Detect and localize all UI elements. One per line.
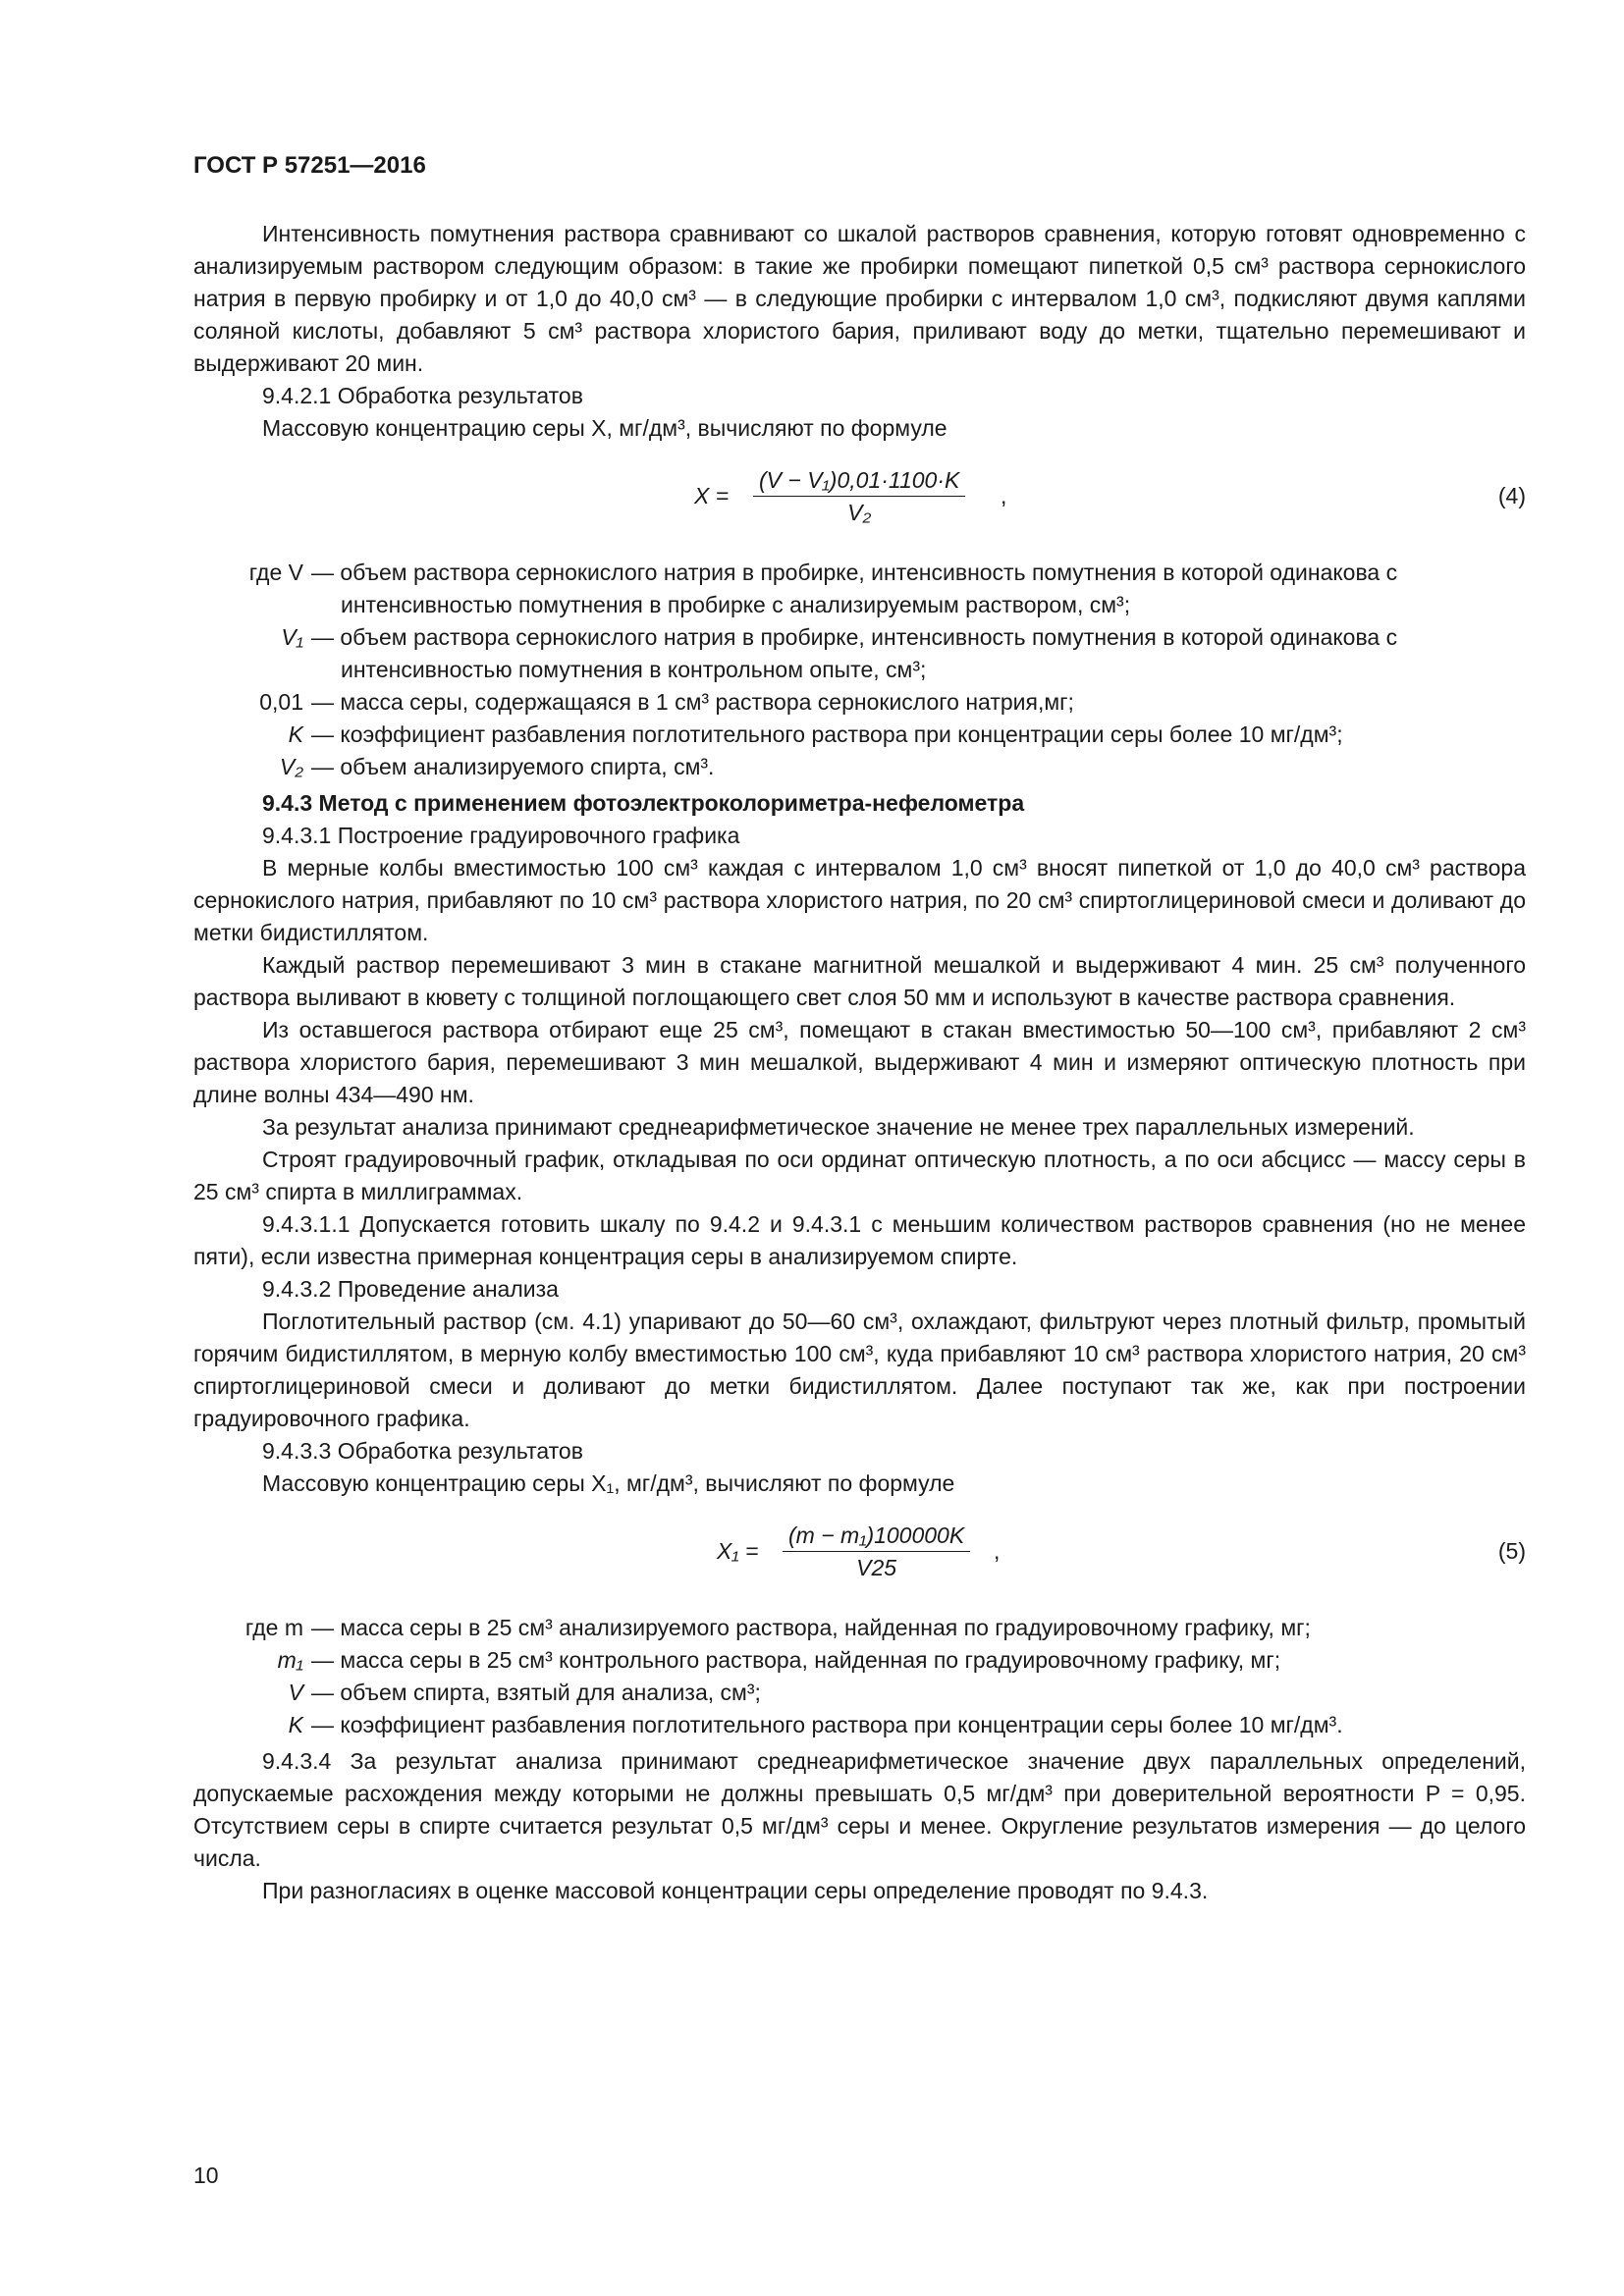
paragraph-9-4-3-4: 9.4.3.4 За результат анализа принимают среднеарифметическое значение двух параллельных определений, допускаемые расхождения между которыми не должны превышать 0,5 мг/дм³ при доверительной вероятности P = 0,95. Отсутствием серы в спирте считается результат 0,5 мг/дм³ серы и менее. Округление результатов измерения — до целого числа.: [193, 1748, 1526, 1871]
paragraph-9-4-3-1-1: 9.4.3.1.1 Допускается готовить шкалу по 9.4.2 и 9.4.3.1 с меньшим количеством растворов сравнения (но не менее пяти), если известна примерная концентрация серы в анализируемом спирте.: [193, 1211, 1526, 1269]
paragraph-reference-solution: Каждый раствор перемешивают 3 мин в стакане магнитной мешалкой и выдерживают 4 мин. 25 см³ полученного раствора выливают в кювету с толщиной поглощающего свет слоя 50 мм и используют в качестве раствора сравнения.: [193, 952, 1526, 1010]
section-heading-9-4-3: 9.4.3 Метод с применением фотоэлектроколориметра-нефелометра: [262, 790, 1025, 816]
page-number: 10: [193, 2163, 219, 2188]
paragraph-disagreement: При разногласиях в оценке массовой концентрации серы определение проводят по 9.4.3.: [262, 1878, 1209, 1903]
legend-formula-4: [193, 557, 1526, 783]
formula-4-numerator: (V − V₁)0,01·1100·K: [753, 464, 965, 497]
document-code-header: ГОСТ Р 57251—2016: [193, 152, 426, 179]
legend-description: — масса серы в 25 см³ контрольного раствора, найденная по градуировочному графику, мг;: [311, 1647, 1281, 1673]
legend-symbol: V: [288, 1680, 303, 1705]
legend-symbol: V₂: [279, 754, 303, 779]
legend-row: [193, 1677, 1526, 1709]
page-body: [193, 218, 1526, 1907]
formula-4: [193, 445, 1526, 553]
legend-row: [193, 557, 1526, 621]
formula-4-lhs: X =: [694, 483, 730, 508]
legend-symbol: V₁: [281, 624, 303, 650]
section-heading-9-4-2-1: 9.4.2.1 Обработка результатов: [262, 383, 583, 408]
paragraph-analysis-procedure: Поглотительный раствор (см. 4.1) упаривают до 50—60 см³, охлаждают, фильтруют через плотный фильтр, промытый горячим бидистиллятом, в мерную колбу вместимостью 100 см³, куда прибавляют 10 см³ раствора хлористого натрия, 20 см³ спиртоглицериновой смеси и доливают до метки бидистиллятом. Далее поступают так же, как при построении градуировочного графика.: [193, 1308, 1526, 1431]
formula-intro-4: Массовую концентрацию серы X, мг/дм³, вычисляют по формуле: [262, 415, 947, 441]
formula-5-numerator: (m − m₁)100000K: [783, 1520, 970, 1552]
paragraph-calibration-graph: Строят градуировочный график, откладывая по оси ординат оптическую плотность, а по оси абсцисс — массу серы в 25 см³ спирта в миллиграммах.: [193, 1147, 1526, 1204]
formula-5-number: (5): [1497, 1538, 1526, 1564]
legend-symbol: K: [288, 1712, 303, 1737]
paragraph-result-average: За результат анализа принимают среднеарифметическое значение не менее трех параллельных измерений.: [262, 1114, 1415, 1140]
formula-5-denominator: V25: [856, 1555, 897, 1580]
legend-row: [193, 751, 1526, 783]
legend-description: — объем раствора сернокислого натрия в пробирке, интенсивность помутнения в которой одинакова с интенсивностью помутнения в контрольном опыте, см³;: [311, 624, 1398, 682]
legend-description: — коэффициент разбавления поглотительного раствора при концентрации серы более 10 мг/дм³.: [311, 1712, 1343, 1737]
legend-symbol: 0,01: [259, 689, 303, 715]
paragraph-optical-density: Из оставшегося раствора отбирают еще 25 см³, помещают в стакан вместимостью 50—100 см³, прибавляют 2 см³ раствора хлористого бария, перемешивают 3 мин мешалкой, выдерживают 4 мин и измеряют оптическую плотность при длине волны 434—490 нм.: [193, 1017, 1526, 1107]
section-heading-9-4-3-3: 9.4.3.3 Обработка результатов: [262, 1438, 583, 1464]
legend-description: — масса серы в 25 см³ анализируемого раствора, найденная по градуировочному графику, мг;: [311, 1615, 1311, 1640]
legend-description: — масса серы, содержащаяся в 1 см³ раствора сернокислого натрия,мг;: [311, 689, 1074, 715]
legend-description: — коэффициент разбавления поглотительного раствора при концентрации серы более 10 мг/дм³;: [311, 721, 1343, 747]
formula-5: [193, 1500, 1526, 1608]
legend-row: [193, 1709, 1526, 1741]
formula-4-comma: ,: [1001, 483, 1007, 508]
section-heading-9-4-3-2: 9.4.3.2 Проведение анализа: [262, 1276, 559, 1302]
formula-5-comma: ,: [994, 1538, 1001, 1564]
legend-description: — объем раствора сернокислого натрия в пробирке, интенсивность помутнения в которой одинакова с интенсивностью помутнения в пробирке с анализируемым раствором, см³;: [311, 560, 1398, 617]
formula-5-lhs: X₁ =: [717, 1538, 759, 1564]
legend-description: — объем анализируемого спирта, см³.: [311, 754, 715, 779]
formula-5-fraction: [783, 1520, 970, 1583]
legend-description: — объем спирта, взятый для анализа, см³;: [311, 1680, 761, 1705]
legend-row: [193, 686, 1526, 719]
paragraph-scale-preparation: Интенсивность помутнения раствора сравнивают со шкалой растворов сравнения, которую готовят одновременно с анализируемым раствором следующим образом: в такие же пробирки помещают пипеткой 0,5 см³ раствора сернокислого натрия в первую пробирку и от 1,0 до 40,0 см³ — в следующие пробирки с интервалом 1,0 см³, подкисляют двумя каплями соляной кислоты, добавляют 5 см³ раствора хлористого бария, приливают воду до метки, тщательно перемешивают и выдерживают 20 мин.: [193, 221, 1526, 376]
legend-row: [193, 1644, 1526, 1677]
legend-formula-5: [193, 1612, 1526, 1741]
legend-symbol: где V: [248, 560, 303, 585]
formula-4-denominator: V₂: [847, 500, 872, 525]
paragraph-calibration-solutions: В мерные колбы вместимостью 100 см³ каждая с интервалом 1,0 см³ вносят пипеткой от 1,0 до 40,0 см³ раствора сернокислого натрия, прибавляют по 10 см³ раствора хлористого натрия, по 20 см³ спиртоглицериновой смеси и доливают до метки бидистиллятом.: [193, 855, 1526, 945]
formula-intro-5: Массовую концентрацию серы X₁, мг/дм³, вычисляют по формуле: [262, 1470, 955, 1496]
formula-4-fraction: [753, 464, 965, 528]
legend-row: [193, 621, 1526, 686]
legend-row: [193, 719, 1526, 751]
legend-symbol: K: [288, 721, 303, 747]
legend-row: [193, 1612, 1526, 1644]
legend-symbol: m₁: [277, 1647, 303, 1673]
section-heading-9-4-3-1: 9.4.3.1 Построение градуировочного графика: [262, 823, 740, 848]
formula-4-number: (4): [1497, 483, 1526, 508]
legend-symbol: где m: [244, 1615, 303, 1640]
